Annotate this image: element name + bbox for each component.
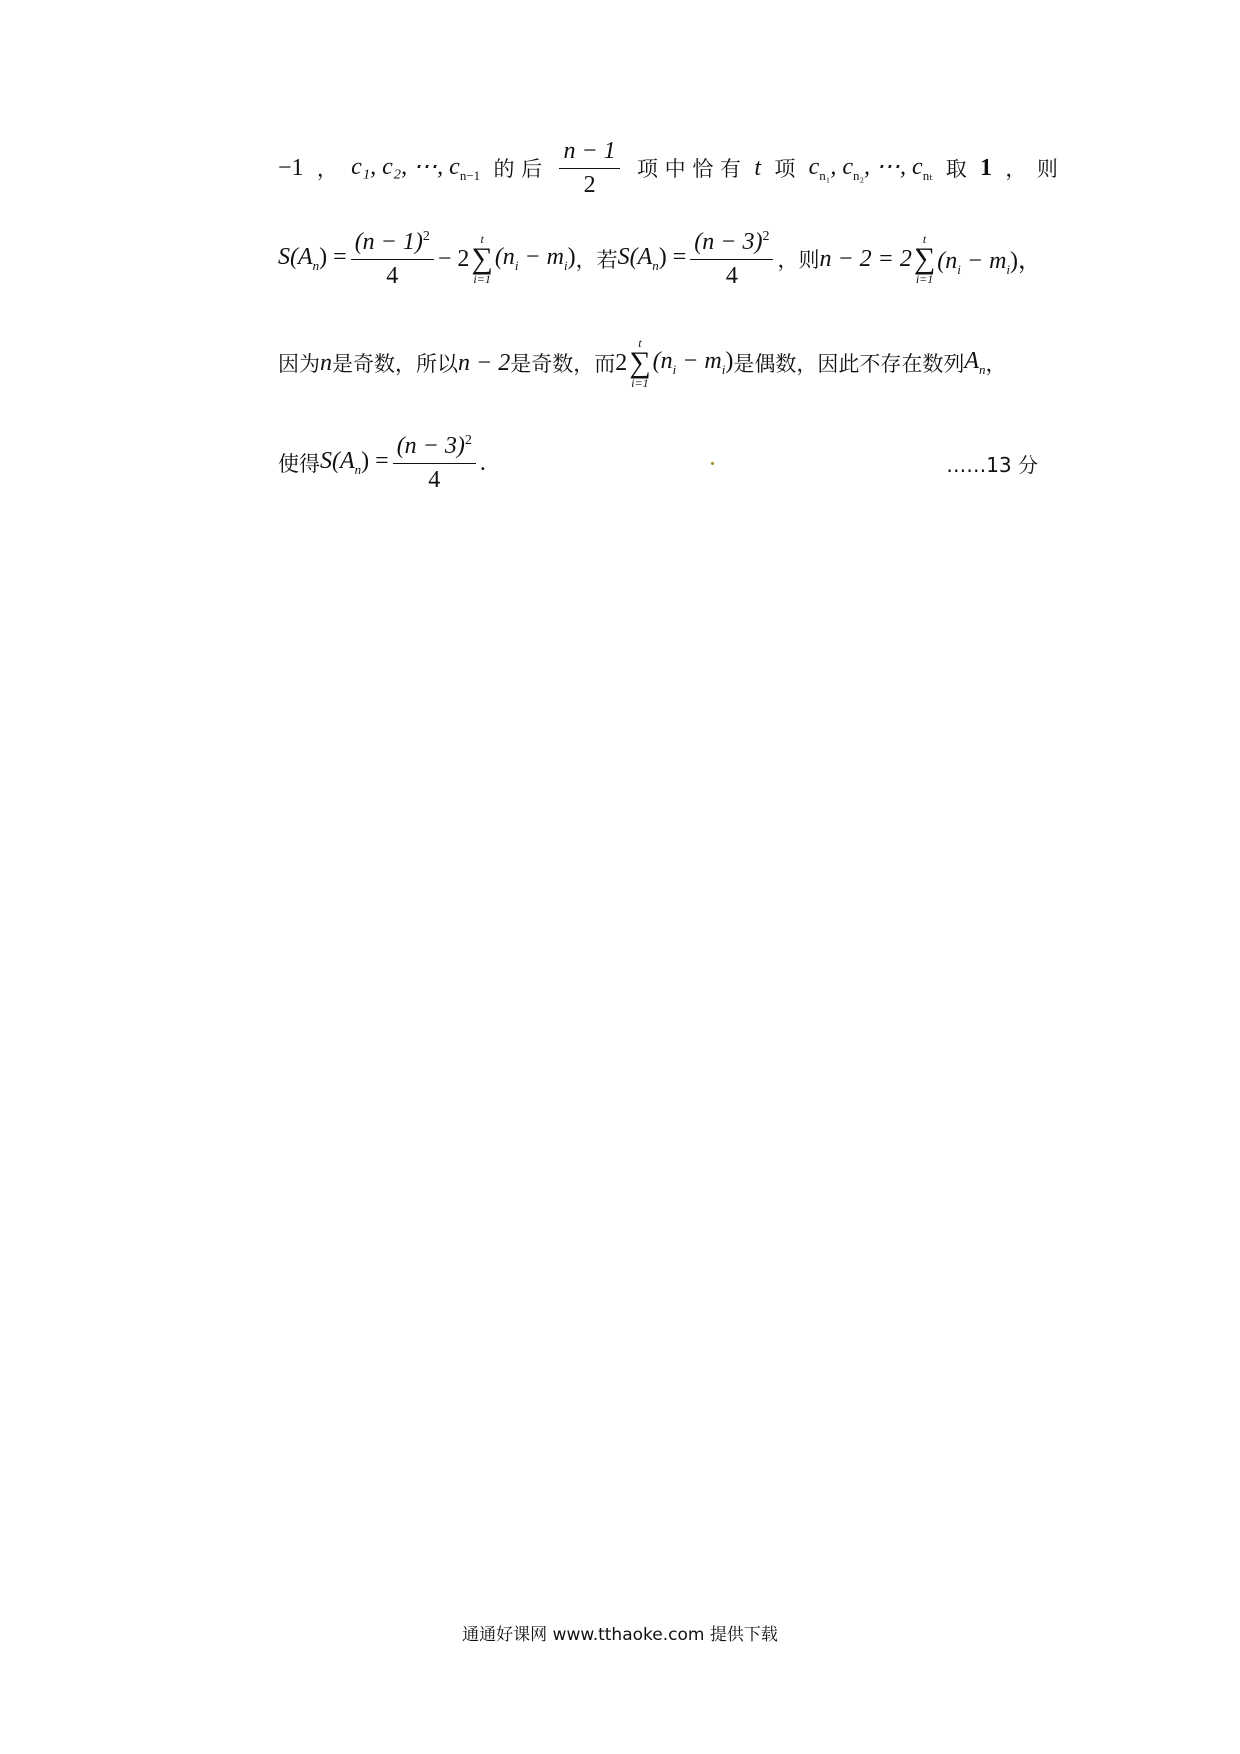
fraction-n-minus-3-squared-over-4-b: $\frac{(n - 3)^2}{4}$ xyxy=(393,433,476,493)
comma: ， xyxy=(316,157,338,181)
variable-n: n xyxy=(320,349,332,376)
solution-line-2 xyxy=(278,226,1058,292)
summation-3: t ∑ i=1 xyxy=(629,335,651,391)
variable-t: t xyxy=(754,154,762,181)
text-ze-2: ，则 xyxy=(777,248,820,272)
text-ze: ， 则 xyxy=(1005,157,1058,181)
minus-two: − 2 xyxy=(437,245,470,272)
sequence-An: $A_n$ xyxy=(964,348,986,377)
S-An-3: $S(A_n)$ = xyxy=(320,448,389,477)
summation: t ∑ i=1 xyxy=(471,231,493,287)
period: . xyxy=(479,449,486,476)
S-An-2: $S(A_n)$ = xyxy=(617,244,687,273)
solution-line-3 xyxy=(278,330,1058,396)
value-one: 1 xyxy=(980,154,993,181)
text-qu: 取 xyxy=(945,157,967,181)
text-ruo: ，若 xyxy=(575,248,618,272)
sum-term-2: $(n_i - m_i)$， xyxy=(937,248,1043,277)
sequence-c: c₁, c₂, ⋯, $c_{n-1}$ xyxy=(351,154,481,183)
sequence-cn: $c_{n_1}$, $c_{n_2}$, ⋯, $c_{n_t}$ xyxy=(808,154,933,183)
S-An: $S(A_n)$ = xyxy=(278,244,347,273)
minus-one: −1 xyxy=(278,154,304,181)
sum-term: $(n_i - m_i)$ xyxy=(494,244,576,273)
fraction-n-minus-1-squared-over-4: $\frac{(n - 1)^2}{4}$ xyxy=(351,229,434,289)
footer-source: 通通好课网 www.tthaoke.com 提供下载 xyxy=(462,1625,778,1645)
n-minus-2-eq: n − 2 = 2 xyxy=(819,245,912,272)
coefficient-two: 2 xyxy=(615,349,628,376)
text-de-hou: 的 后 xyxy=(493,157,543,181)
text-xiang: 项 xyxy=(774,157,796,181)
text-shi-jishu-2: 是奇数，而 xyxy=(510,352,616,376)
fraction-n-minus-3-squared-over-4: $\frac{(n - 3)^2}{4}$ xyxy=(690,229,773,289)
text-xiang-zhong: 项 中 恰 有 xyxy=(637,157,742,181)
solution-line-1 xyxy=(278,138,1058,198)
text-shi-oushu: 是偶数，因此不存在数列 xyxy=(733,352,965,376)
fraction-n-minus-1-over-2: $\frac{n - 1}{2}$ xyxy=(559,138,619,198)
sum-term-3: $(n_i - m_i)$ xyxy=(652,348,734,377)
n-minus-2: n − 2 xyxy=(458,349,511,376)
text-yinwei: 因为 xyxy=(278,352,320,376)
text-shide: 使得 xyxy=(278,452,320,476)
speck xyxy=(711,462,714,465)
score-label: ……13 分 xyxy=(946,452,1038,477)
text-shi-jishu: 是奇数，所以 xyxy=(332,352,458,376)
end-comma: ， xyxy=(985,352,1007,376)
solution-line-4 xyxy=(278,430,1058,496)
summation-2: t ∑ i=1 xyxy=(913,231,936,287)
